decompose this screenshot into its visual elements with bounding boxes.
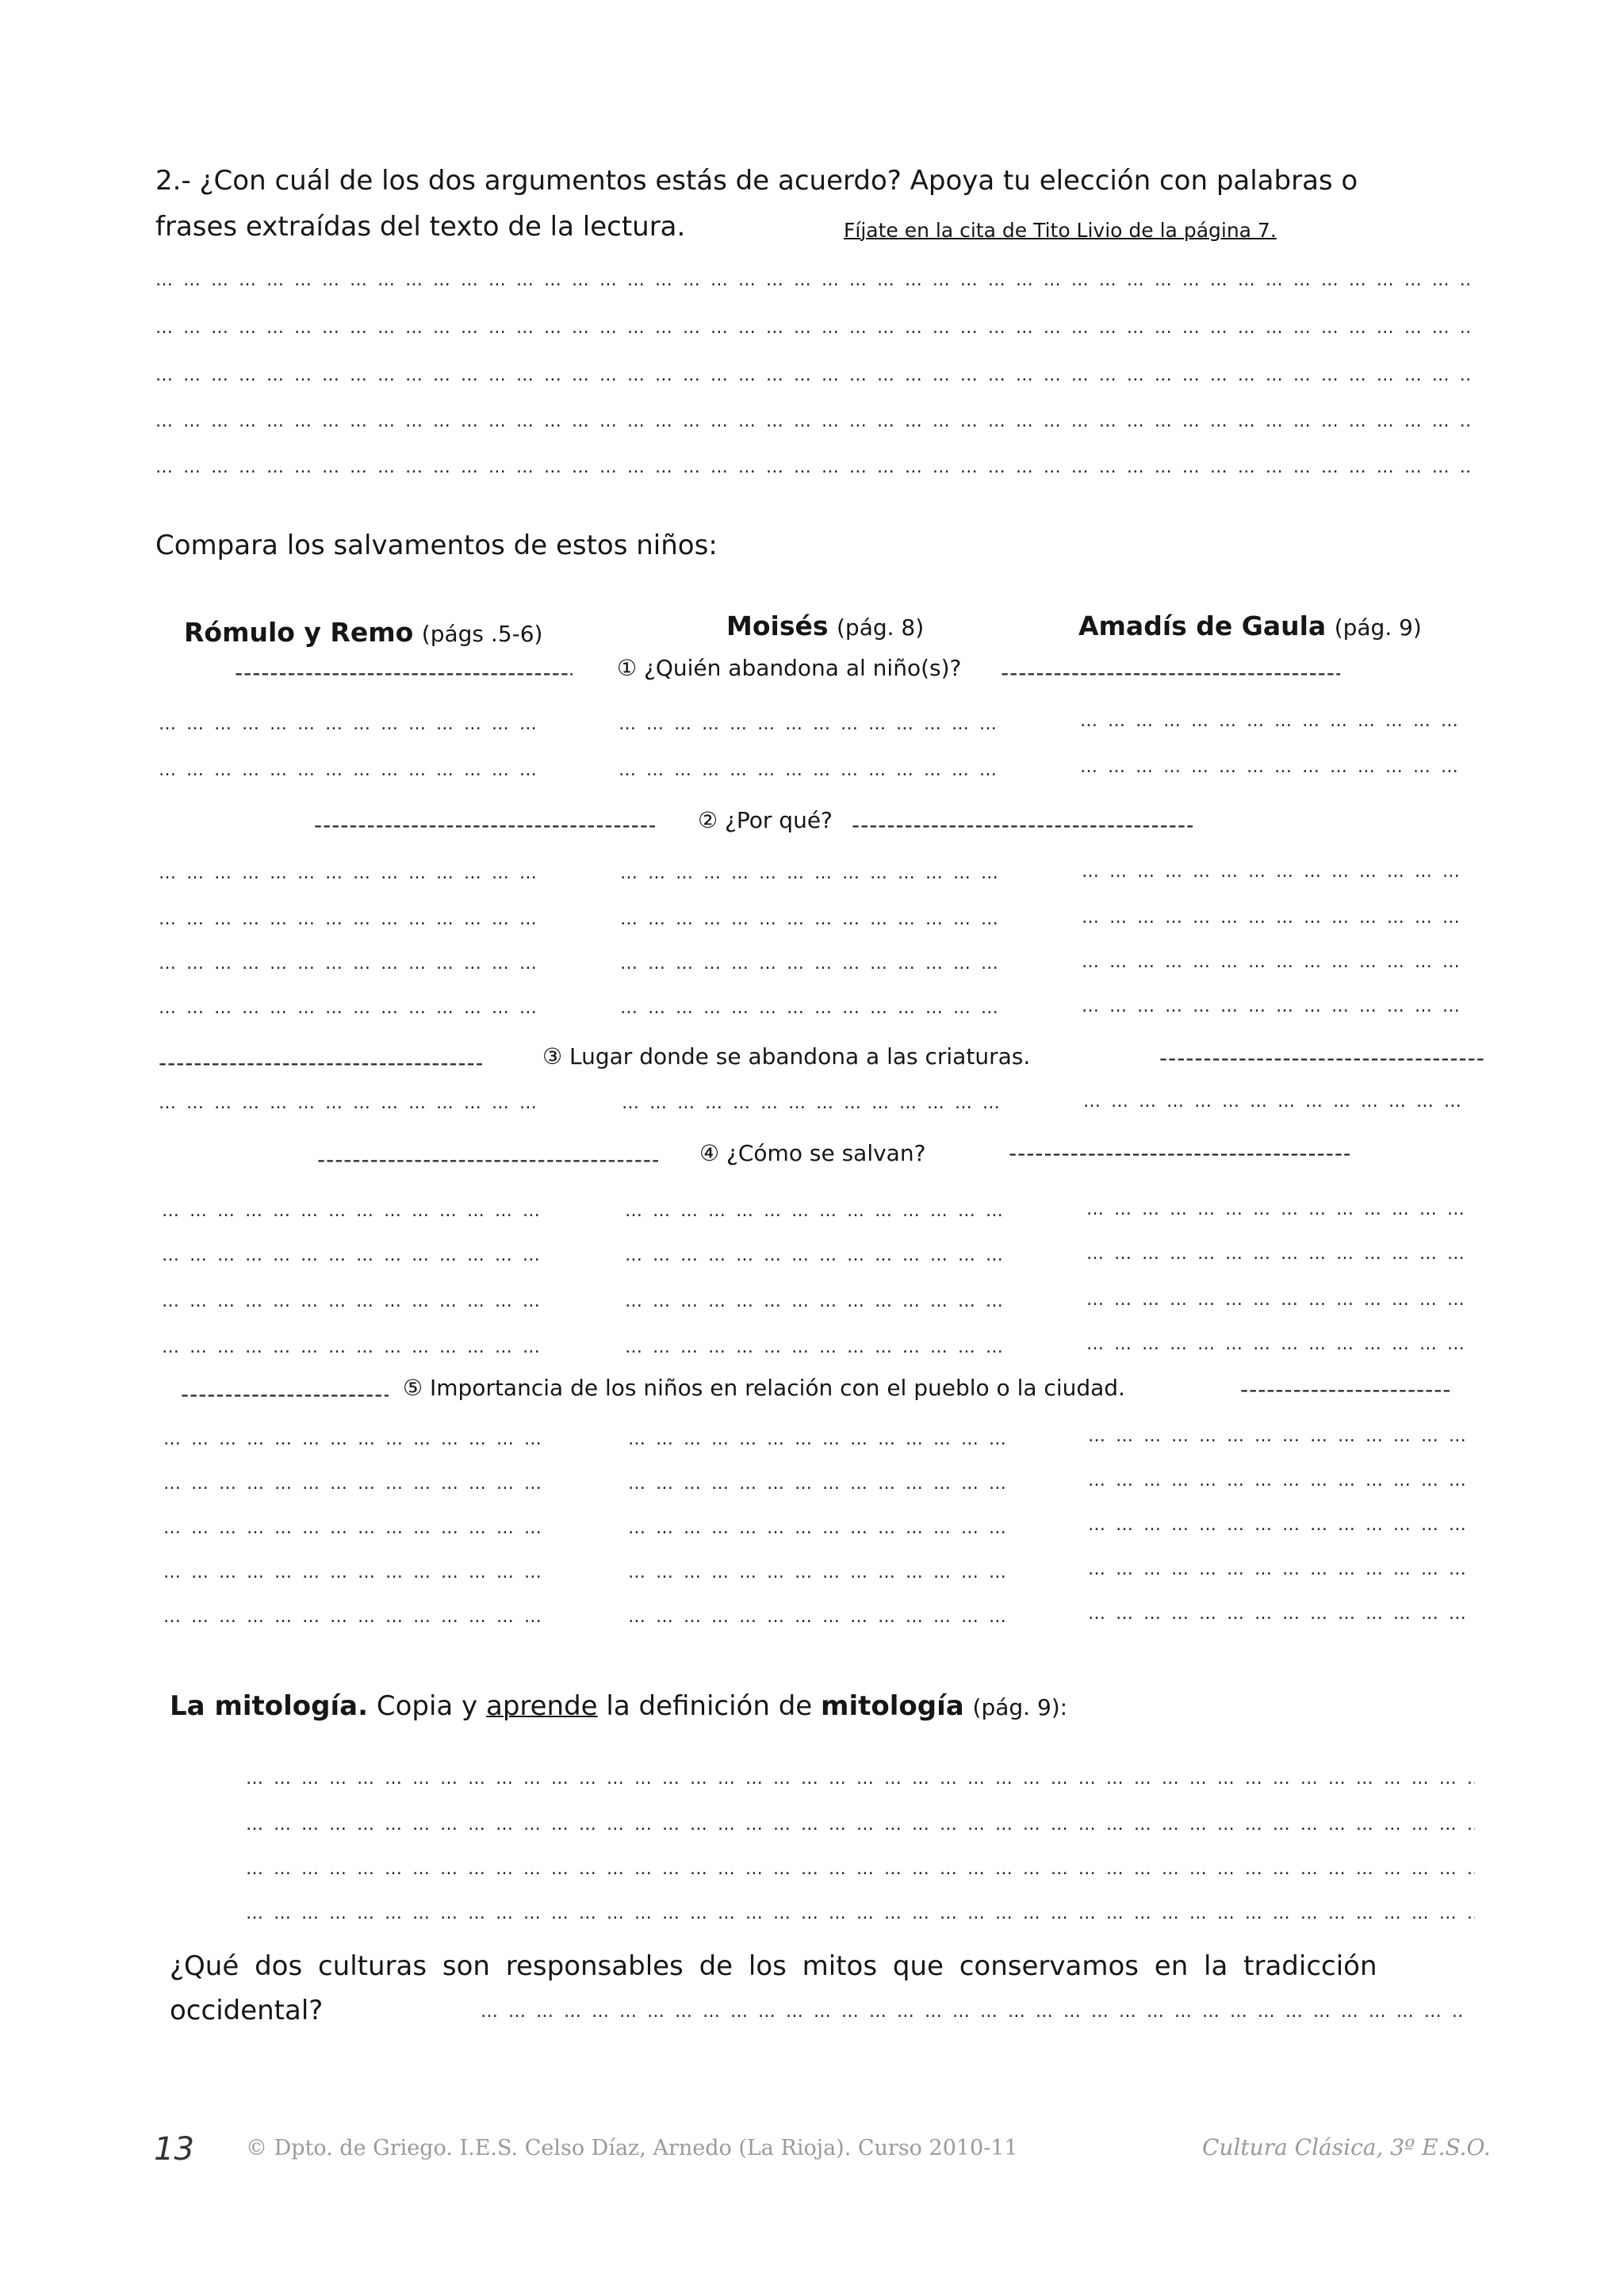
answer-line[interactable] bbox=[1082, 947, 1459, 978]
answer-line[interactable] bbox=[159, 1088, 536, 1119]
answer-line[interactable] bbox=[1082, 902, 1459, 934]
answer-line[interactable] bbox=[1086, 1238, 1464, 1270]
answer-line[interactable] bbox=[159, 948, 536, 980]
answer-line[interactable] bbox=[1083, 1086, 1461, 1118]
section-3-label: ③ Lugar donde se abandona a las criaturas. bbox=[542, 1043, 1031, 1070]
answer-line[interactable] bbox=[1088, 1554, 1465, 1586]
answer-line[interactable] bbox=[625, 1332, 1002, 1364]
question-2-hint: Fíjate en la cita de Tito Livio de la página 7. bbox=[844, 219, 1277, 242]
answer-line[interactable] bbox=[155, 452, 1472, 484]
answer-line[interactable] bbox=[1080, 706, 1457, 737]
answer-line[interactable] bbox=[481, 1996, 1464, 2028]
answer-line[interactable] bbox=[162, 1196, 539, 1227]
divider bbox=[1159, 1045, 1484, 1071]
answer-line[interactable] bbox=[620, 993, 998, 1024]
section-5-label: ⑤ Importancia de los niños en relación con el pueblo o la ciudad. bbox=[403, 1375, 1125, 1401]
answer-line[interactable] bbox=[246, 1854, 1475, 1885]
answer-line[interactable] bbox=[628, 1601, 1005, 1633]
answer-line[interactable] bbox=[622, 1088, 999, 1119]
answer-line[interactable] bbox=[159, 858, 536, 890]
answer-line[interactable] bbox=[1088, 1465, 1465, 1497]
answer-line[interactable] bbox=[155, 360, 1472, 392]
footer-course: Cultura Clásica, 3º E.S.O. bbox=[1202, 2134, 1491, 2160]
answer-line[interactable] bbox=[155, 312, 1472, 344]
answer-line[interactable] bbox=[155, 406, 1472, 438]
answer-line[interactable] bbox=[1086, 1284, 1464, 1316]
answer-line[interactable] bbox=[619, 755, 996, 786]
divider bbox=[1009, 1140, 1350, 1166]
cultures-question-line1: ¿Qué dos culturas son responsables de los mitos que conservamos en la tradicción bbox=[170, 1950, 1377, 1982]
answer-line[interactable] bbox=[163, 1557, 541, 1589]
answer-line[interactable] bbox=[625, 1196, 1002, 1227]
answer-line[interactable] bbox=[1088, 1598, 1465, 1630]
section-1-label: ① ¿Quién abandona al niño(s)? bbox=[617, 655, 962, 681]
section-4-label: ④ ¿Cómo se salvan? bbox=[699, 1140, 926, 1166]
answer-line[interactable] bbox=[1088, 1510, 1465, 1541]
answer-line[interactable] bbox=[155, 265, 1472, 297]
compare-title: Compara los salvamentos de estos niños: bbox=[155, 530, 718, 561]
divider bbox=[235, 660, 573, 686]
answer-line[interactable] bbox=[163, 1424, 541, 1456]
answer-line[interactable] bbox=[628, 1468, 1005, 1500]
divider bbox=[1240, 1376, 1453, 1402]
answer-line[interactable] bbox=[625, 1240, 1002, 1272]
answer-line[interactable] bbox=[619, 709, 996, 740]
footer-credit: © Dpto. de Griego. I.E.S. Celso Díaz, Arnedo (La Rioja). Curso 2010-11 bbox=[246, 2136, 1018, 2160]
answer-line[interactable] bbox=[159, 755, 536, 786]
col-header-amadis: Amadís de Gaula (pág. 9) bbox=[1078, 610, 1422, 641]
question-2-line1: 2.- ¿Con cuál de los dos argumentos estás de acuerdo? Apoya tu elección con palabras o bbox=[155, 165, 1358, 197]
answer-line[interactable] bbox=[163, 1513, 541, 1544]
answer-line[interactable] bbox=[625, 1286, 1002, 1318]
answer-line[interactable] bbox=[620, 858, 998, 890]
answer-line[interactable] bbox=[1082, 991, 1459, 1023]
answer-line[interactable] bbox=[159, 993, 536, 1024]
answer-line[interactable] bbox=[159, 904, 536, 936]
answer-line[interactable] bbox=[628, 1557, 1005, 1589]
answer-line[interactable] bbox=[162, 1240, 539, 1272]
answer-line[interactable] bbox=[1082, 856, 1459, 888]
answer-line[interactable] bbox=[246, 1763, 1475, 1795]
col-header-moises: Moisés (pág. 8) bbox=[726, 610, 925, 641]
answer-line[interactable] bbox=[163, 1601, 541, 1633]
answer-line[interactable] bbox=[1086, 1329, 1464, 1360]
answer-line[interactable] bbox=[628, 1424, 1005, 1456]
answer-line[interactable] bbox=[163, 1468, 541, 1500]
divider bbox=[317, 1146, 658, 1173]
divider bbox=[181, 1381, 389, 1407]
answer-line[interactable] bbox=[162, 1286, 539, 1318]
answer-line[interactable] bbox=[628, 1513, 1005, 1544]
section-2-label: ② ¿Por qué? bbox=[698, 807, 833, 833]
answer-line[interactable] bbox=[620, 948, 998, 980]
divider bbox=[159, 1050, 482, 1076]
answer-line[interactable] bbox=[246, 1809, 1475, 1841]
answer-line[interactable] bbox=[162, 1332, 539, 1364]
question-2-line2: frases extraídas del texto de la lectura. bbox=[155, 211, 686, 243]
divider bbox=[1001, 660, 1340, 686]
answer-line[interactable] bbox=[620, 904, 998, 936]
answer-line[interactable] bbox=[159, 709, 536, 740]
divider bbox=[852, 812, 1193, 838]
answer-line[interactable] bbox=[1088, 1421, 1465, 1452]
col-header-romulo: Rómulo y Remo (págs .5-6) bbox=[184, 617, 543, 648]
answer-line[interactable] bbox=[1080, 752, 1457, 783]
cultures-question-line2: occidental? bbox=[170, 1995, 324, 2026]
page-number: 13 bbox=[154, 2131, 194, 2168]
divider bbox=[314, 812, 655, 838]
mythology-prompt: La mitología. Copia y aprende la definición de mitología (pág. 9): bbox=[170, 1690, 1068, 1722]
answer-line[interactable] bbox=[1086, 1194, 1464, 1226]
answer-line[interactable] bbox=[246, 1898, 1475, 1930]
